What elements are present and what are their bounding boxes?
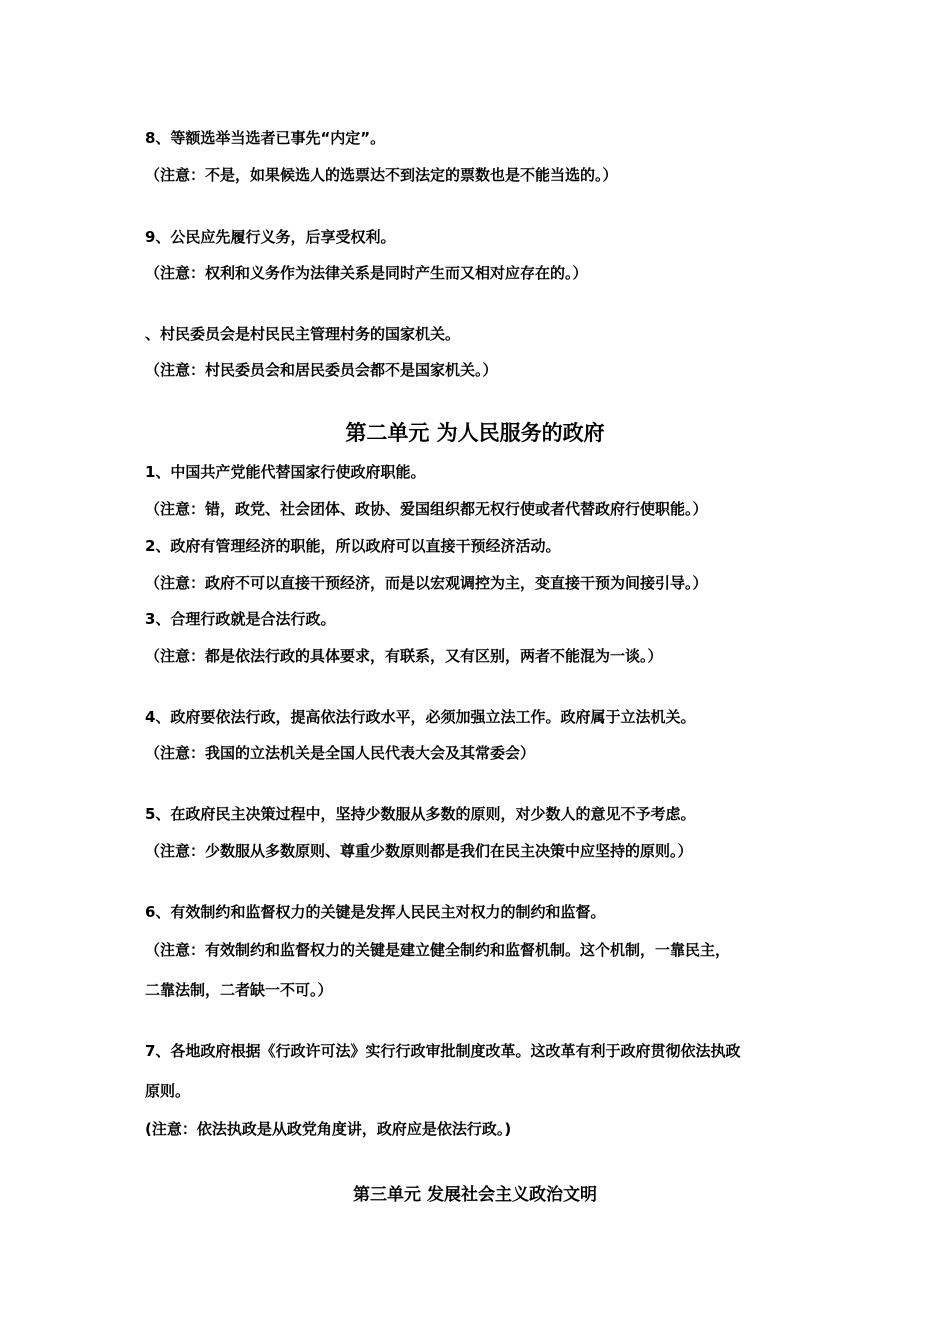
question-u2-5: 5、在政府民主决策过程中，坚持少数服从多数的原则，对少数人的意见不予考虑。 [145, 805, 696, 823]
note-u2-7: (注意：依法执政是从政党角度讲，政府应是依法行政。) [145, 1120, 512, 1138]
note-10: （注意：村民委员会和居民委员会都不是国家机关。） [145, 361, 498, 379]
question-u2-6: 6、有效制约和监督权力的关键是发挥人民民主对权力的制约和监督。 [145, 903, 606, 921]
question-u2-7-line1: 7、各地政府根据《行政许可法》实行行政审批制度改革。这改革有利于政府贯彻依法执政 [145, 1042, 741, 1060]
note-u2-5: （注意：少数服从多数原则、尊重少数原则都是我们在民主决策中应坚持的原则。） [145, 842, 693, 860]
note-9: （注意：权利和义务作为法律关系是同时产生而又相对应存在的。） [145, 264, 588, 282]
question-9: 9、公民应先履行义务，后享受权利。 [145, 228, 396, 246]
question-u2-1: 1、中国共产党能代替国家行使政府职能。 [145, 463, 426, 481]
note-u2-6-line2: 二靠法制，二者缺一不可。） [145, 981, 333, 999]
question-8: 8、等额选举当选者已事先“内定”。 [145, 129, 386, 147]
question-u2-3: 3、合理行政就是合法行政。 [145, 610, 336, 628]
note-8: （注意：不是，如果候选人的选票达不到法定的票数也是不能当选的。） [145, 166, 618, 184]
note-u2-6-line1: （注意：有效制约和监督权力的关键是建立健全制约和监督机制。这个机制，一靠民主， [145, 941, 731, 959]
note-u2-2: （注意：政府不可以直接干预经济，而是以宏观调控为主，变直接干预为间接引导。） [145, 574, 708, 592]
question-10: 、村民委员会是村民民主管理村务的国家机关。 [145, 325, 461, 343]
note-u2-4: （注意：我国的立法机关是全国人民代表大会及其常委会） [145, 744, 536, 762]
unit-2-title: 第二单元 为人民服务的政府 [345, 420, 605, 445]
note-u2-1: （注意：错，政党、社会团体、政协、爱国组织都无权行使或者代替政府行使职能。） [145, 500, 708, 518]
unit-3-title: 第三单元 发展社会主义政治文明 [353, 1185, 597, 1205]
question-u2-7-line2: 原则。 [145, 1082, 191, 1100]
question-u2-4: 4、政府要依法行政，提高依法行政水平，必须加强立法工作。政府属于立法机关。 [145, 708, 696, 726]
question-u2-2: 2、政府有管理经济的职能，所以政府可以直接干预经济活动。 [145, 537, 561, 555]
note-u2-3: （注意：都是依法行政的具体要求，有联系，又有区别，两者不能混为一谈。） [145, 647, 663, 665]
